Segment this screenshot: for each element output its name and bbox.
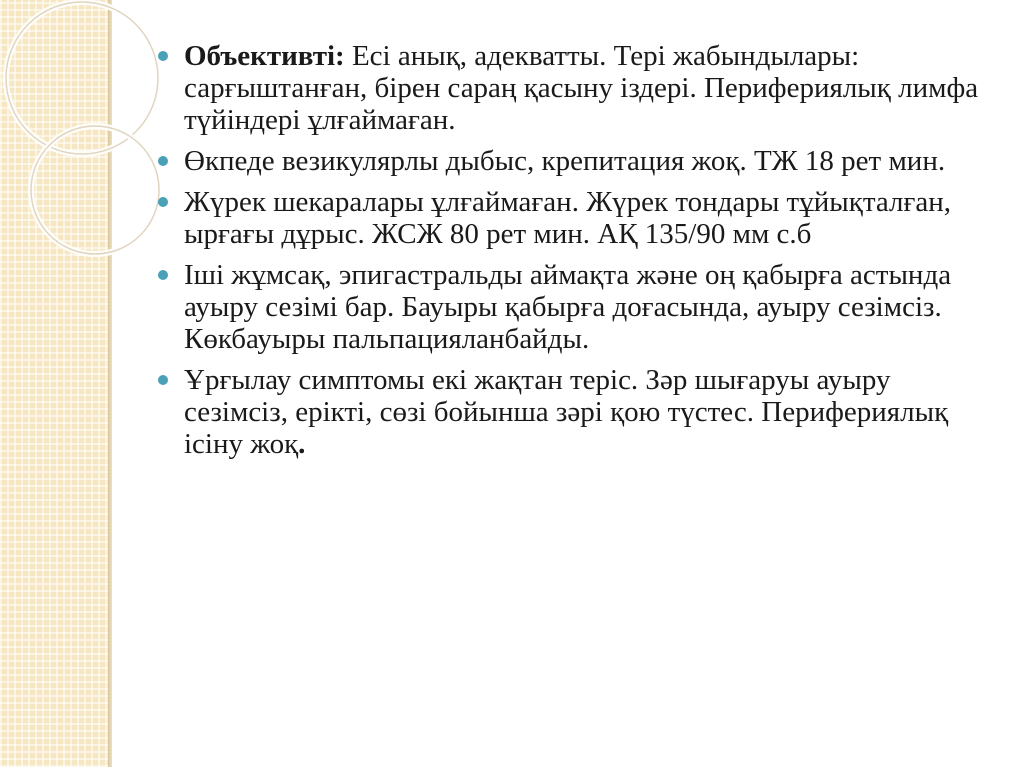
bullet-dot-icon (158, 156, 168, 166)
bullet-lead-label: Объективті: (184, 40, 345, 72)
bullet-list (158, 40, 988, 460)
bullet-item-3 (158, 186, 988, 250)
bullet-dot-icon (158, 197, 168, 207)
bullet-dot-icon (158, 51, 168, 61)
bullet-item-5 (158, 364, 988, 460)
bullet-dot-icon (158, 375, 168, 385)
decorative-ring-small-outline (31, 126, 159, 254)
decorative-ring-large (6, 2, 158, 154)
bullet-item-2 (158, 145, 988, 177)
bullet-item-4 (158, 259, 988, 355)
bullet-end-period: . (298, 428, 306, 460)
bullet-text: Іші жұмсақ, эпигастральды аймақта және оң қабырға астында ауыру сезімі бар. Бауыры қабырға доғасында, ауыру сезімсіз. Көкбауыры пальпацияланбайды. (184, 259, 952, 355)
bullet-dot-icon (158, 270, 168, 280)
bullet-item-1 (158, 40, 988, 136)
bullet-text: Ұрғылау симптомы екі жақтан теріс. Зәр шығаруы ауыру сезімсіз, ерікті, сөзі бойынша зәрі қою түстес. Перифериялық ісіну жоқ (184, 364, 949, 460)
bullet-text: Есі анық, адекватты. Тері жабындылары: сарғыштанған, бірен сараң қасыну іздері. Перифериялық лимфа түйіндері ұлғаймаған. (184, 40, 979, 136)
slide-content (158, 40, 988, 469)
bullet-text: Өкпеде везикулярлы дыбыс, крепитация жоқ. ТЖ 18 рет мин. (184, 145, 946, 177)
bullet-text: Жүрек шекаралары ұлғаймаған. Жүрек тондары тұйықталған, ырғағы дұрыс. ЖСЖ 80 рет мин. АҚ 135/90 мм с.б (184, 186, 951, 250)
